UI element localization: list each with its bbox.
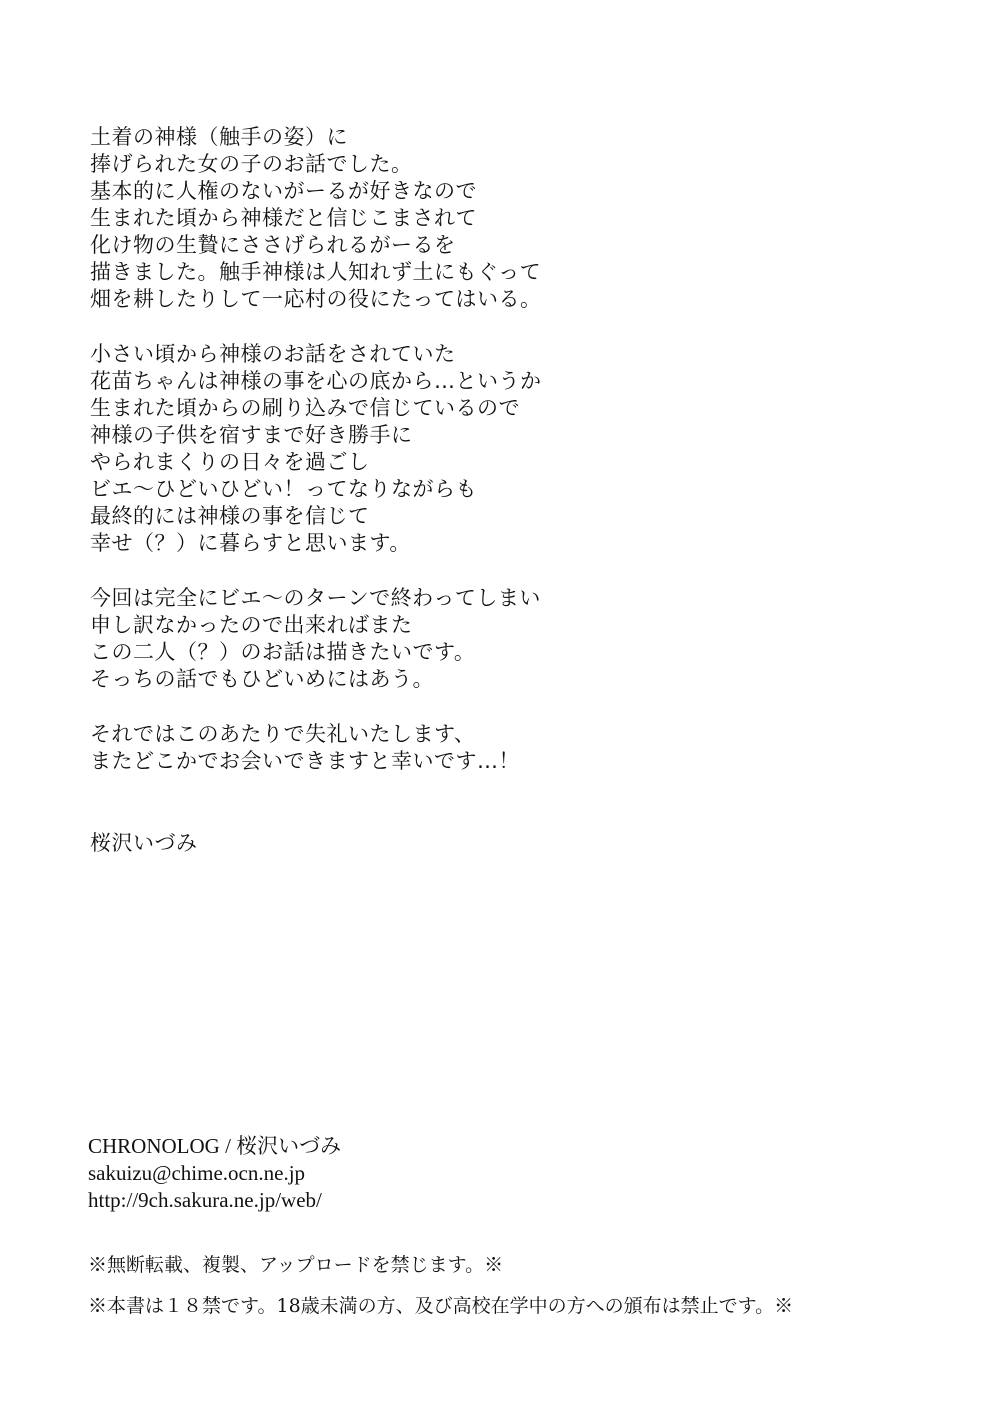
paragraph-3 [90, 585, 950, 693]
text-line: 小さい頃から神様のお話をされていた [90, 342, 456, 366]
text-line: 今回は完全にビエ～のターンで終わってしまい [90, 586, 541, 610]
age-restriction-notice: ※本書は１８禁です。18歳未満の方、及び高校在学中の方への頒布は禁止です。※ [88, 1295, 794, 1317]
paragraph-2 [90, 341, 950, 557]
text-line: それではこのあたりで失礼いたします、 [90, 722, 476, 746]
text-line: 捧げられた女の子のお話でした。 [90, 152, 413, 176]
text-line: またどこかでお会いできますと幸いです…！ [90, 749, 520, 773]
text-line: 畑を耕したりして一応村の役にたってはいる。 [90, 287, 542, 311]
colophon [88, 1133, 341, 1214]
text-line: 花苗ちゃんは神様の事を心の底から…というか [90, 369, 542, 393]
text-line: 描きました。触手神様は人知れず土にもぐって [90, 260, 542, 284]
text-line: この二人（？）のお話は描きたいです。 [90, 640, 476, 664]
text-line: ビエ～ひどいひどい！ってなりながらも [90, 477, 477, 501]
contact-email: sakuizu@chime.ocn.ne.jp [88, 1161, 306, 1185]
paragraph-1 [90, 124, 950, 313]
text-line: 土着の神様（触手の姿）に [90, 125, 348, 149]
text-line: 幸せ（？）に暮らすと思います。 [90, 531, 411, 555]
text-line: 最終的には神様の事を信じて [90, 504, 370, 528]
afterword-body [90, 124, 950, 803]
text-line: そっちの話でもひどいめにはあう。 [90, 667, 434, 691]
text-line: 生まれた頃から神様だと信じこまされて [90, 206, 477, 230]
text-line: 基本的に人権のないがーるが好きなので [90, 179, 477, 203]
text-line: 生まれた頃からの刷り込みで信じているので [90, 396, 520, 420]
text-line: 化け物の生贄にささげられるがーるを [90, 233, 456, 257]
circle-name: CHRONOLOG / 桜沢いづみ [88, 1134, 342, 1158]
text-line: やられまくりの日々を過ごし [90, 450, 370, 474]
text-line: 申し訳なかったので出来ればまた [90, 613, 413, 637]
paragraph-4 [90, 721, 950, 775]
author-signature: 桜沢いづみ [90, 831, 198, 855]
text-line: 神様の子供を宿すまで好き勝手に [90, 423, 413, 447]
no-reproduction-notice: ※無断転載、複製、アップロードを禁じます。※ [88, 1254, 504, 1276]
website-url: http://9ch.sakura.ne.jp/web/ [88, 1188, 322, 1212]
